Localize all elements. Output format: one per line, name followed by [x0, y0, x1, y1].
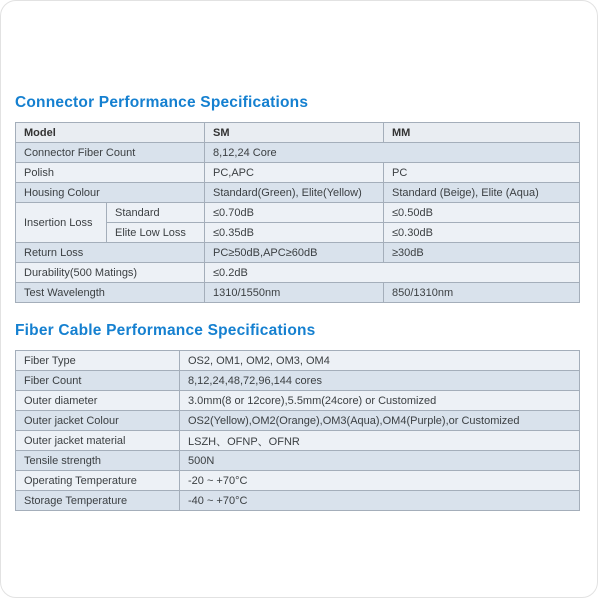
label-cell: Fiber Count	[16, 371, 180, 391]
value-cell-sm: ≤0.35dB	[205, 223, 384, 243]
value-cell-mm: ≤0.30dB	[384, 223, 580, 243]
label-cell-insertion-loss: Insertion Loss	[16, 203, 107, 243]
row-connector-fiber-count	[16, 143, 580, 163]
sublabel-cell-standard: Standard	[107, 203, 205, 223]
row-test-wavelength	[16, 283, 580, 303]
value-cell: ≤0.2dB	[205, 263, 580, 283]
fiber-cable-section-title: Fiber Cable Performance Specifications	[15, 322, 316, 339]
value-cell: 8,12,24,48,72,96,144 cores	[180, 371, 580, 391]
label-cell: Outer jacket material	[16, 431, 180, 451]
row-operating-temperature	[16, 471, 580, 491]
label-cell: Tensile strength	[16, 451, 180, 471]
connector-header-row	[16, 123, 580, 143]
value-cell: OS2(Yellow),OM2(Orange),OM3(Aqua),OM4(Purple),or Customized	[180, 411, 580, 431]
value-cell: 8,12,24 Core	[205, 143, 580, 163]
value-cell-sm: PC≥50dB,APC≥60dB	[205, 243, 384, 263]
value-cell: 500N	[180, 451, 580, 471]
row-storage-temperature	[16, 491, 580, 511]
sublabel-cell-elite-low-loss: Elite Low Loss	[107, 223, 205, 243]
label-cell: Connector Fiber Count	[16, 143, 205, 163]
label-cell: Housing Colour	[16, 183, 205, 203]
row-insertion-loss-standard	[16, 203, 580, 223]
label-cell: Return Loss	[16, 243, 205, 263]
row-outer-jacket-colour	[16, 411, 580, 431]
row-fiber-type	[16, 351, 580, 371]
header-cell-sm: SM	[205, 123, 384, 143]
row-outer-diameter	[16, 391, 580, 411]
connector-section-title: Connector Performance Specifications	[15, 94, 309, 111]
label-cell: Storage Temperature	[16, 491, 180, 511]
label-cell: Durability(500 Matings)	[16, 263, 205, 283]
header-cell-mm: MM	[384, 123, 580, 143]
value-cell: -40 ~ +70°C	[180, 491, 580, 511]
value-cell-mm: Standard (Beige), Elite (Aqua)	[384, 183, 580, 203]
value-cell-mm: 850/1310nm	[384, 283, 580, 303]
label-cell: Test Wavelength	[16, 283, 205, 303]
connector-spec-table	[15, 122, 580, 303]
row-durability	[16, 263, 580, 283]
value-cell-mm: PC	[384, 163, 580, 183]
row-housing-colour	[16, 183, 580, 203]
value-cell-sm: 1310/1550nm	[205, 283, 384, 303]
value-cell: LSZH、OFNP、OFNR	[180, 431, 580, 451]
label-cell: Polish	[16, 163, 205, 183]
value-cell: 3.0mm(8 or 12core),5.5mm(24core) or Customized	[180, 391, 580, 411]
row-outer-jacket-material	[16, 431, 580, 451]
row-tensile-strength	[16, 451, 580, 471]
value-cell-sm: ≤0.70dB	[205, 203, 384, 223]
label-cell: Outer diameter	[16, 391, 180, 411]
page-content	[1, 1, 597, 511]
label-cell: Fiber Type	[16, 351, 180, 371]
value-cell: -20 ~ +70°C	[180, 471, 580, 491]
row-fiber-count	[16, 371, 580, 391]
row-polish	[16, 163, 580, 183]
label-cell: Outer jacket Colour	[16, 411, 180, 431]
value-cell-sm: Standard(Green), Elite(Yellow)	[205, 183, 384, 203]
value-cell-sm: PC,APC	[205, 163, 384, 183]
label-cell: Operating Temperature	[16, 471, 180, 491]
value-cell-mm: ≥30dB	[384, 243, 580, 263]
row-return-loss	[16, 243, 580, 263]
value-cell-mm: ≤0.50dB	[384, 203, 580, 223]
fiber-cable-spec-table	[15, 350, 580, 511]
value-cell: OS2, OM1, OM2, OM3, OM4	[180, 351, 580, 371]
header-cell-model: Model	[16, 123, 205, 143]
